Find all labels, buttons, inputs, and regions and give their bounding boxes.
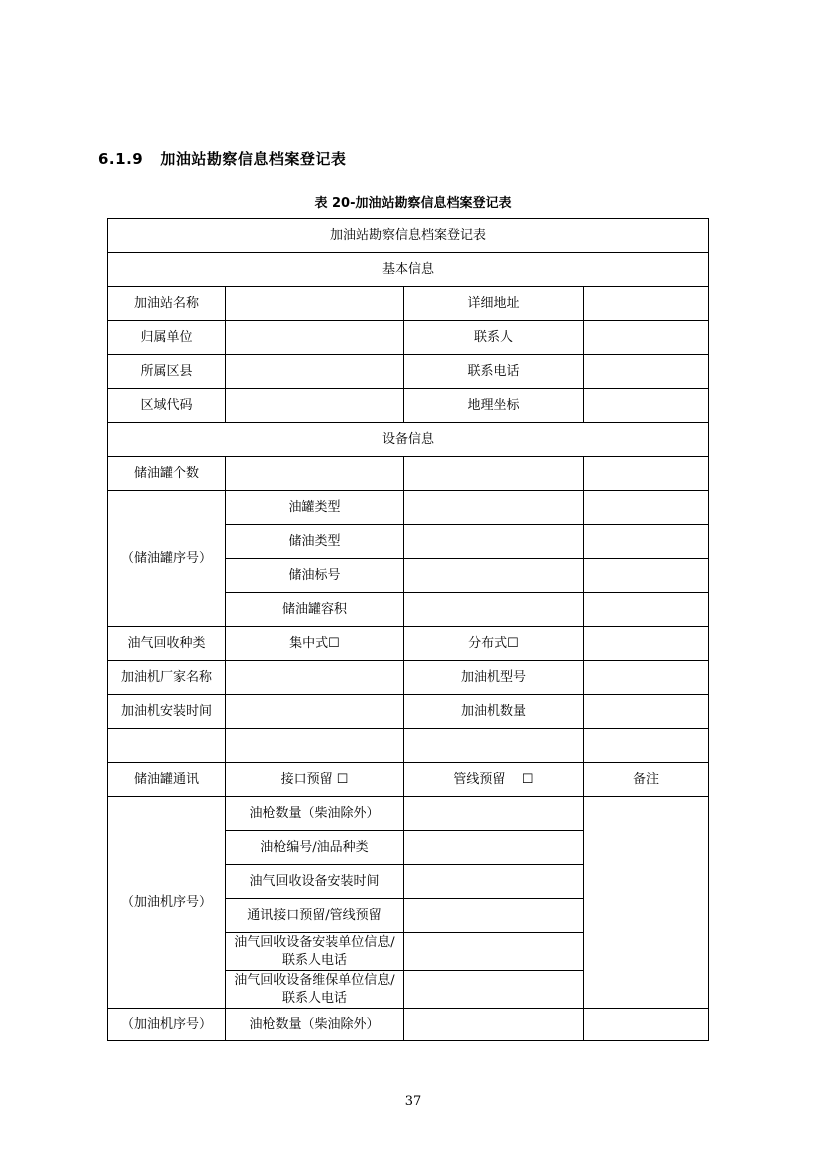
district-value[interactable] <box>226 355 404 389</box>
nozzle-id-value[interactable] <box>404 831 584 865</box>
field-label: 地理坐标 <box>404 389 584 423</box>
field-label: 储油标号 <box>226 559 404 593</box>
table-caption: 表 20-加油站勘察信息档案登记表 <box>314 196 512 211</box>
field-label: 油气回收设备维保单位信息/联系人电话 <box>226 971 404 1009</box>
manufacturer-value[interactable] <box>226 661 404 695</box>
field-label: 加油站名称 <box>108 287 226 321</box>
empty-cell[interactable] <box>584 729 709 763</box>
distributed-checkbox[interactable]: 分布式☐ <box>404 627 584 661</box>
install-time-value[interactable] <box>226 695 404 729</box>
field-label: 储油罐个数 <box>108 457 226 491</box>
nozzle-count-value[interactable] <box>404 1009 584 1041</box>
field-label: 油气回收设备安装时间 <box>226 865 404 899</box>
empty-cell[interactable] <box>584 593 709 627</box>
nozzle-count-value[interactable] <box>404 797 584 831</box>
section-heading <box>98 148 346 169</box>
field-label: 联系人 <box>404 321 584 355</box>
field-label: 油枪数量（柴油除外） <box>226 797 404 831</box>
field-label: 油气回收种类 <box>108 627 226 661</box>
comm-port-value[interactable] <box>404 899 584 933</box>
field-label: 详细地址 <box>404 287 584 321</box>
remark-value[interactable] <box>584 797 709 1009</box>
page-number: 37 <box>404 1094 422 1109</box>
tank-type-value[interactable] <box>404 491 584 525</box>
empty-cell[interactable] <box>584 525 709 559</box>
section-title: 加油站勘察信息档案登记表 <box>160 150 347 168</box>
empty-cell[interactable] <box>584 457 709 491</box>
empty-cell[interactable] <box>584 1009 709 1041</box>
field-label: 油枪编号/油品种类 <box>226 831 404 865</box>
empty-cell[interactable] <box>584 559 709 593</box>
field-label: 油枪数量（柴油除外） <box>226 1009 404 1041</box>
tank-group-label: （储油罐序号） <box>108 491 226 627</box>
pipe-reserved-checkbox[interactable]: 管线预留 ☐ <box>404 763 584 797</box>
field-label: 归属单位 <box>108 321 226 355</box>
centralized-checkbox[interactable]: 集中式☐ <box>226 627 404 661</box>
field-label: 油罐类型 <box>226 491 404 525</box>
field-label: 储油类型 <box>226 525 404 559</box>
basic-info-section: 基本信息 <box>108 253 709 287</box>
field-label: 加油机安装时间 <box>108 695 226 729</box>
dispenser-group-label: （加油机序号） <box>108 797 226 1009</box>
field-label: 联系电话 <box>404 355 584 389</box>
oil-grade-value[interactable] <box>404 559 584 593</box>
field-label: 加油机型号 <box>404 661 584 695</box>
address-value[interactable] <box>584 287 709 321</box>
oil-type-value[interactable] <box>404 525 584 559</box>
maintainer-info-value[interactable] <box>404 971 584 1009</box>
port-reserved-checkbox[interactable]: 接口预留 ☐ <box>226 763 404 797</box>
dispenser-count-value[interactable] <box>584 695 709 729</box>
dispenser-group-label: （加油机序号） <box>108 1009 226 1041</box>
empty-cell[interactable] <box>108 729 226 763</box>
empty-cell[interactable] <box>226 729 404 763</box>
field-label: 加油机数量 <box>404 695 584 729</box>
phone-value[interactable] <box>584 355 709 389</box>
form-title: 加油站勘察信息档案登记表 <box>108 219 709 253</box>
tank-volume-value[interactable] <box>404 593 584 627</box>
owner-unit-value[interactable] <box>226 321 404 355</box>
field-label: 区域代码 <box>108 389 226 423</box>
empty-cell[interactable] <box>584 627 709 661</box>
empty-cell[interactable] <box>404 457 584 491</box>
vapor-install-time-value[interactable] <box>404 865 584 899</box>
section-number: 6.1.9 <box>98 150 144 168</box>
empty-cell[interactable] <box>404 729 584 763</box>
field-label: 油气回收设备安装单位信息/联系人电话 <box>226 933 404 971</box>
contact-value[interactable] <box>584 321 709 355</box>
field-label: 加油机厂家名称 <box>108 661 226 695</box>
field-label: 所属区县 <box>108 355 226 389</box>
remark-label: 备注 <box>584 763 709 797</box>
equipment-info-section: 设备信息 <box>108 423 709 457</box>
empty-cell[interactable] <box>584 491 709 525</box>
tank-count-value[interactable] <box>226 457 404 491</box>
field-label: 储油罐容积 <box>226 593 404 627</box>
field-label: 储油罐通讯 <box>108 763 226 797</box>
area-code-value[interactable] <box>226 389 404 423</box>
survey-registration-table <box>107 218 709 1041</box>
installer-info-value[interactable] <box>404 933 584 971</box>
station-name-value[interactable] <box>226 287 404 321</box>
dispenser-model-value[interactable] <box>584 661 709 695</box>
field-label: 通讯接口预留/管线预留 <box>226 899 404 933</box>
coordinates-value[interactable] <box>584 389 709 423</box>
